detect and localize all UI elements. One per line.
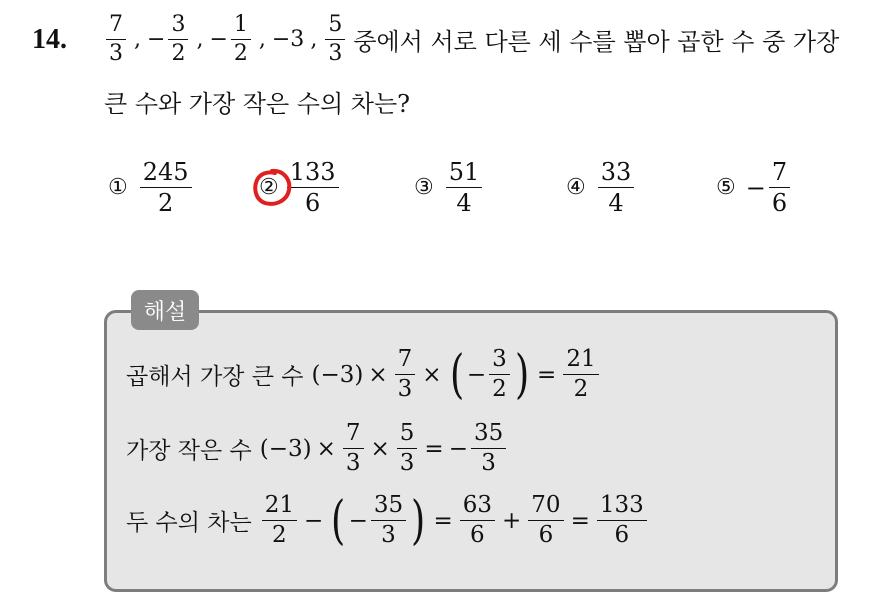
- denominator: 3: [345, 450, 361, 476]
- fraction: [563, 348, 598, 401]
- minus-sign: −: [209, 27, 228, 52]
- denominator: 6: [305, 189, 321, 217]
- numerator: 35: [371, 494, 406, 521]
- choice-1[interactable]: [108, 160, 194, 215]
- choice-fraction: [287, 160, 339, 215]
- choice-fraction: [598, 160, 635, 215]
- fraction: [489, 348, 510, 401]
- numerator: 1: [231, 14, 251, 40]
- fraction: [597, 494, 647, 547]
- equals-sign: =: [537, 361, 557, 388]
- denominator: 2: [158, 189, 174, 217]
- denominator: 6: [614, 522, 630, 548]
- choice-number: ③: [414, 175, 434, 200]
- fraction: [471, 422, 506, 475]
- choice-4[interactable]: [566, 160, 636, 215]
- solution-label: 곱해서 가장 큰 수: [126, 364, 304, 390]
- right-paren: ): [411, 490, 426, 551]
- numerator: 5: [325, 14, 345, 40]
- choice-5[interactable]: [716, 160, 792, 215]
- denominator: 3: [481, 450, 496, 476]
- numerator: 21: [563, 348, 598, 375]
- question-integer: −3: [271, 27, 305, 52]
- denominator: 6: [771, 189, 788, 217]
- numerator: 70: [528, 494, 563, 521]
- left-paren: (: [331, 490, 346, 551]
- choice-number: ⑤: [716, 175, 736, 200]
- denominator: 4: [456, 189, 472, 217]
- numerator: 5: [397, 422, 418, 449]
- solution-line-3: [126, 490, 649, 551]
- times-sign: ×: [316, 435, 336, 462]
- denominator: 2: [233, 41, 248, 66]
- factor: (−3): [311, 361, 364, 388]
- denominator: 3: [397, 376, 413, 402]
- numerator: 63: [460, 494, 495, 521]
- question-text-1: 중에서 서로 다른 세 수를 뽑아 곱한 수 중 가장: [353, 28, 840, 56]
- comma: ,: [310, 27, 318, 52]
- minus-sign: −: [745, 173, 766, 202]
- solution-label: 두 수의 차는: [126, 510, 252, 536]
- denominator: 3: [109, 41, 123, 66]
- question-fraction-3: [231, 14, 251, 65]
- solution-label: 가장 작은 수: [126, 438, 252, 464]
- numerator: 33: [598, 160, 635, 188]
- numerator: 21: [262, 494, 297, 521]
- question-fraction-5: [325, 14, 345, 65]
- solution-tag: 해설: [131, 290, 199, 330]
- minus-sign: −: [304, 507, 324, 534]
- choice-3[interactable]: [414, 160, 484, 215]
- choice-fraction: [140, 160, 192, 215]
- question-fraction-1: [106, 14, 126, 65]
- question-text-2: 큰 수와 가장 작은 수의 차는?: [104, 90, 411, 118]
- fraction: [371, 494, 406, 547]
- choice-number: ④: [566, 175, 586, 200]
- solution-line-2: [126, 422, 508, 475]
- denominator: 2: [492, 376, 507, 402]
- choice-fraction: [446, 160, 483, 215]
- choice-number: ①: [108, 175, 128, 200]
- answer-circle-mark-icon: [251, 167, 293, 209]
- comma: ,: [258, 27, 266, 52]
- times-sign: ×: [370, 435, 390, 462]
- choice-fraction: [769, 160, 790, 215]
- question-fraction-2: [168, 14, 188, 65]
- equals-sign: =: [424, 435, 444, 462]
- denominator: 3: [328, 41, 343, 66]
- left-paren: (: [449, 344, 464, 405]
- comma: ,: [196, 27, 204, 52]
- equals-sign: =: [570, 507, 590, 534]
- plus-sign: +: [502, 507, 522, 534]
- denominator: 6: [538, 522, 554, 548]
- minus-sign: −: [466, 361, 487, 388]
- right-paren: ): [514, 344, 530, 405]
- numerator: 3: [168, 14, 188, 40]
- fraction: [460, 494, 495, 547]
- factor: (−3): [259, 435, 312, 462]
- numerator: 7: [769, 160, 790, 188]
- times-sign: ×: [422, 361, 442, 388]
- denominator: 6: [470, 522, 485, 548]
- minus-sign: −: [348, 507, 368, 534]
- minus-sign: −: [448, 435, 468, 462]
- numerator: 133: [597, 494, 647, 521]
- numerator: 7: [395, 348, 416, 375]
- fraction: [397, 422, 418, 475]
- denominator: 2: [272, 522, 287, 548]
- question-number: 14.: [32, 24, 67, 55]
- denominator: 3: [381, 522, 396, 548]
- denominator: 2: [171, 41, 186, 66]
- solution-line-1: [126, 344, 601, 405]
- equals-sign: =: [433, 507, 453, 534]
- numerator: 133: [287, 160, 339, 188]
- fraction: [343, 422, 364, 475]
- fraction: [528, 494, 563, 547]
- comma: ,: [134, 27, 141, 52]
- fraction: [262, 494, 297, 547]
- choice-number: ②: [259, 175, 279, 200]
- numerator: 3: [489, 348, 510, 375]
- denominator: 2: [573, 376, 589, 402]
- minus-sign: −: [147, 27, 166, 52]
- numerator: 7: [106, 14, 126, 40]
- denominator: 3: [399, 450, 415, 476]
- denominator: 4: [608, 189, 624, 217]
- numerator: 245: [140, 160, 192, 188]
- times-sign: ×: [368, 361, 388, 388]
- numerator: 51: [446, 160, 483, 188]
- numerator: 7: [343, 422, 364, 449]
- fraction: [395, 348, 416, 401]
- numerator: 35: [471, 422, 506, 449]
- question-line-1: [104, 14, 839, 65]
